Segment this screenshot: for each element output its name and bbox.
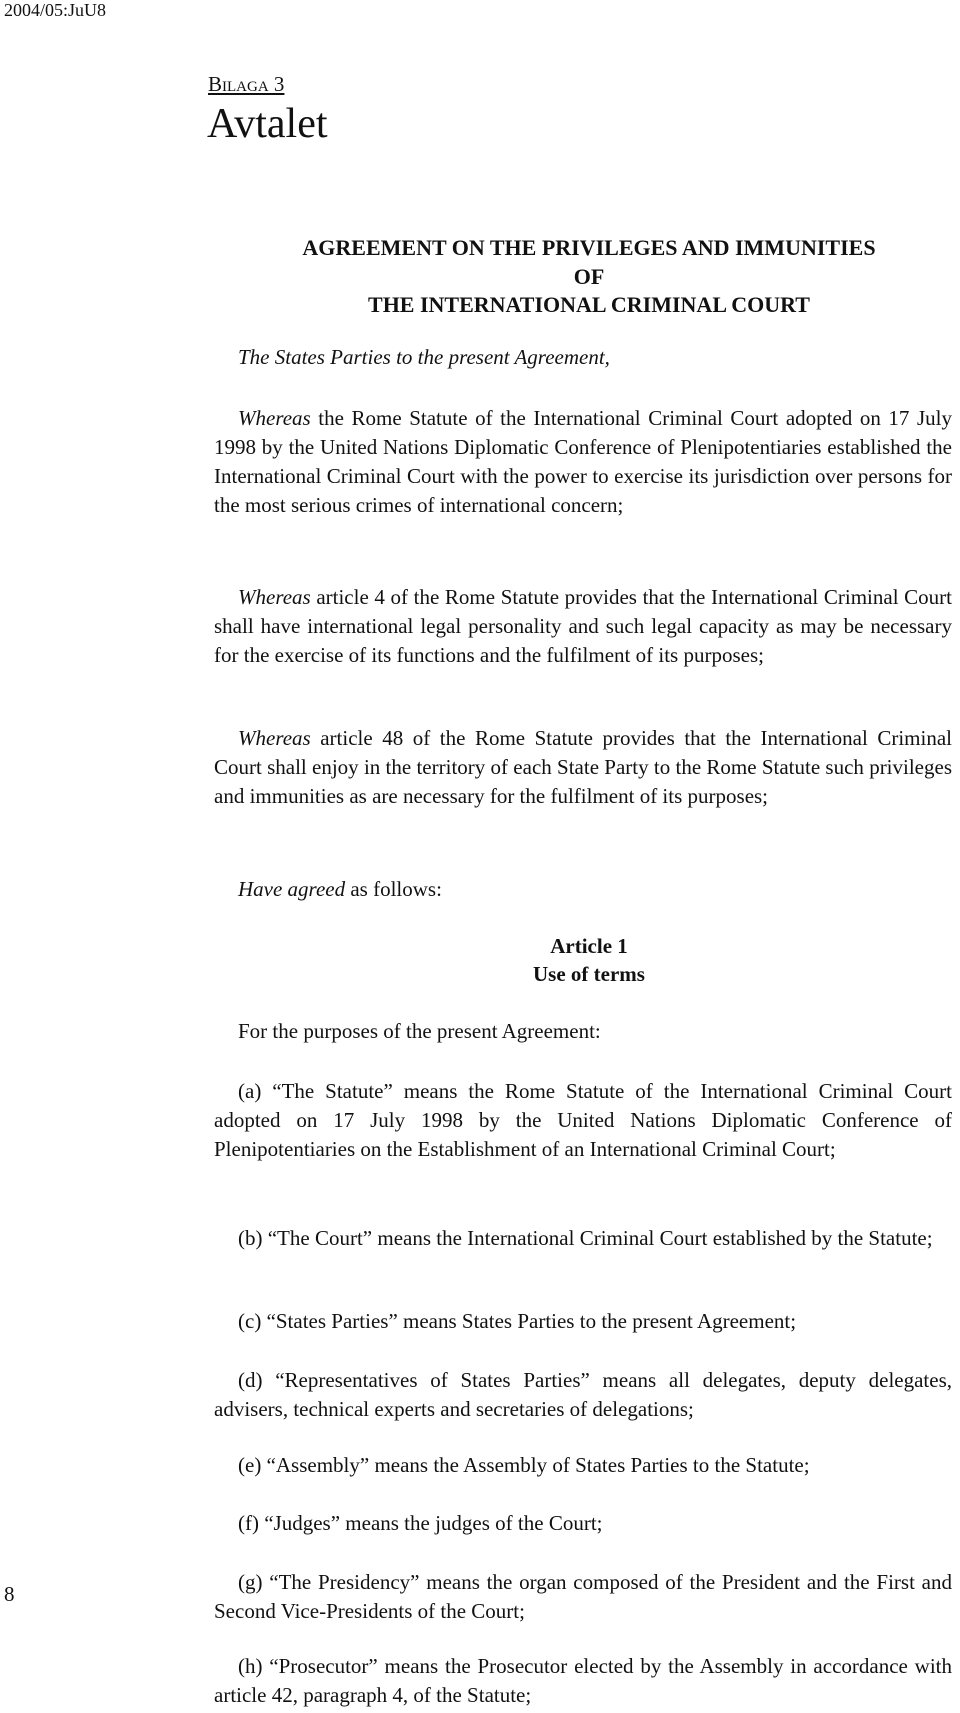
preamble-whereas-1 <box>214 404 952 520</box>
agreement-title-line-3: THE INTERNATIONAL CRIMINAL COURT <box>368 292 810 317</box>
agreement-title-line-2: OF <box>573 264 605 289</box>
definition-item <box>214 1509 952 1538</box>
definition-item <box>214 1568 952 1626</box>
definition-h: (h) “Prosecutor” means the Prosecutor elected by the Assembly in accordance with article 42, paragraph 4, of the Statute; <box>214 1654 952 1707</box>
page-title: Avtalet <box>207 101 328 147</box>
definition-item <box>214 1652 952 1710</box>
article-subheading: Use of terms <box>533 962 645 986</box>
preamble-whereas-3 <box>214 724 952 811</box>
definition-f: (f) “Judges” means the judges of the Court; <box>238 1511 603 1535</box>
agreement-title-line-1: AGREEMENT ON THE PRIVILEGES AND IMMUNITIES <box>302 235 876 260</box>
preamble-have-agreed <box>214 875 952 904</box>
appendix-label: Bilaga 3 <box>208 72 285 96</box>
definition-b: (b) “The Court” means the International Criminal Court established by the Statute; <box>238 1226 933 1250</box>
whereas-word: Whereas <box>238 406 311 430</box>
article-heading: Article 1 <box>550 934 628 958</box>
whereas-word: Whereas <box>238 726 311 750</box>
have-agreed-text: Have agreed <box>238 877 346 901</box>
page-number: 8 <box>4 1582 15 1606</box>
whereas-3-text: article 48 of the Rome Statute provides that the International Criminal Court shall enjoy in the territory of each State Party to the Rome Statute such privileges and immunities as are necessary for the fulfilment of its purposes; <box>214 726 952 808</box>
definition-d: (d) “Representatives of States Parties” means all delegates, deputy delegates, advisers, technical experts and secretaries of delegations; <box>214 1368 952 1421</box>
as-follows-text: as follows: <box>345 877 442 901</box>
definition-item <box>214 1366 952 1424</box>
definition-a: (a) “The Statute” means the Rome Statute of the International Criminal Court adopted on 17 July 1998 by the United Nations Diplomatic Conference of Plenipotentiaries on the Establishment of an International Criminal Court; <box>214 1079 952 1161</box>
article-intro: For the purposes of the present Agreement: <box>238 1019 601 1043</box>
whereas-word: Whereas <box>238 585 311 609</box>
preamble-whereas-2 <box>214 583 952 670</box>
definition-c: (c) “States Parties” means States Parties to the present Agreement; <box>238 1309 797 1333</box>
preamble-states-parties: The States Parties to the present Agreement, <box>238 345 610 369</box>
document-code: 2004/05:JuU8 <box>4 0 107 20</box>
definition-item <box>214 1451 952 1480</box>
whereas-2-text: article 4 of the Rome Statute provides that the International Criminal Court shall have international legal personality and such legal capacity as may be necessary for the exercise of its functions and the fulfilment of its purposes; <box>214 585 952 667</box>
definition-g: (g) “The Presidency” means the organ composed of the President and the First and Second Vice-Presidents of the Court; <box>214 1570 952 1623</box>
definition-item <box>214 1307 952 1336</box>
definition-e: (e) “Assembly” means the Assembly of States Parties to the Statute; <box>238 1453 810 1477</box>
definition-item <box>214 1077 952 1164</box>
definition-item <box>214 1224 952 1253</box>
whereas-1-text: the Rome Statute of the International Criminal Court adopted on 17 July 1998 by the United Nations Diplomatic Conference of Plenipotentiaries established the International Criminal Court with the power to exercise its jurisdiction over persons for the most serious crimes of international concern; <box>214 406 952 517</box>
